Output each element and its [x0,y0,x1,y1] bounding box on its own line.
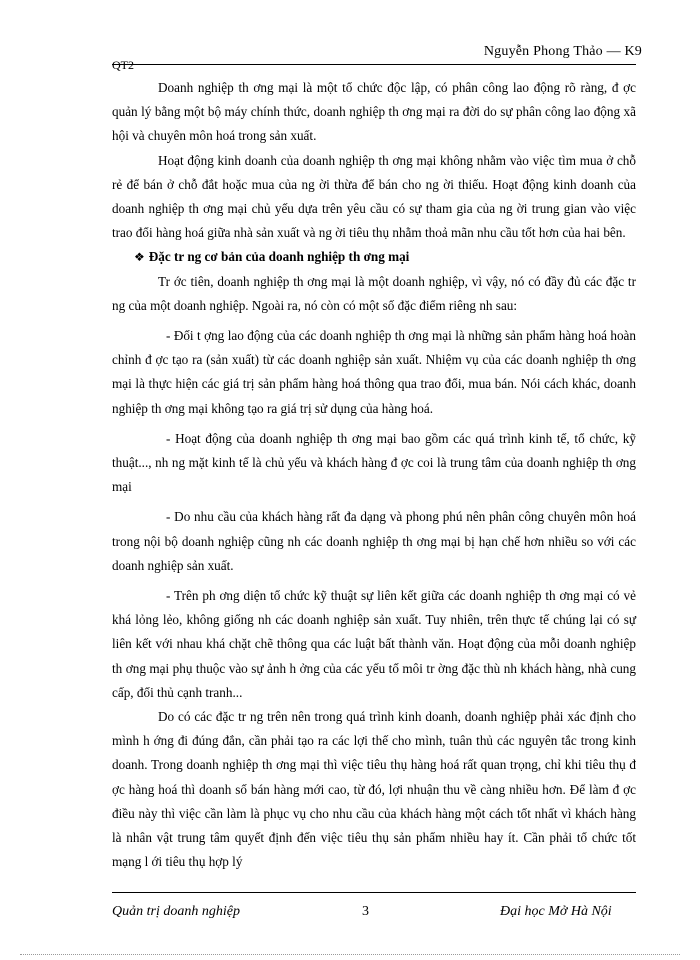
bullet-item-activities: - Hoạt động của doanh nghiệp th ơng mại bao gồm các quá trình kinh tế, tổ chức, kỹ thuật..., nh ng mặt kinh tế là chủ yếu và khách hàng đ ợc coi là trung tâm của doanh nghiệp th ơng mại [112,430,636,495]
footer-rule [112,892,636,893]
section-heading-text: Đặc tr ng cơ bản của doanh nghiệp th ơng mại [148,249,410,265]
bullet-item-labor-object: - Đối t ợng lao động của các doanh nghiệp th ơng mại là những sản phẩm hàng hoá hoàn chỉnh đ ợc tạo ra (sản xuất) từ các doanh nghiệp sản xuất. Nhiệm vụ của các doanh nghiệp th ơng mại là thực hiện các giá trị sản phẩm hàng hoá thông qua trao đổi, mua bán. Nói cách khác, doanh nghiệp th ơng mại không tạo ra giá trị sử dụng của hàng hoá. [112,328,636,416]
paragraph-conclusion: Do có các đặc tr ng trên nên trong quá trình kinh doanh, doanh nghiệp phải xác định cho mình h ớng đi đúng đắn, cần phải tạo ra các lợi thế cho mình, tuân thủ các nguyên tắc trong kinh doanh. Trong doanh nghiệp th ơng mại thì việc tiêu thụ hàng hoá rất quan trọng, chỉ khi tiêu thụ đ ợc hàng hoá thì doanh số bán hàng mới cao, từ đó, lợi nhuận thu về càng nhiều hơn. Để làm đ ợc điều này thì việc cần làm là phục vụ cho nhu cầu của khách hàng một cách tốt nhất vì khách hàng là nhân vật trung tâm quyết định đến việc tiêu thụ sản phẩm nhiều hay ít. Cần phải tổ chức tốt mạng l ới tiêu thụ hợp lý [112,709,636,870]
paragraph-definition: Doanh nghiệp th ơng mại là một tổ chức độc lập, có phân công lao động rõ ràng, đ ợc quản lý bằng một bộ máy chính thức, doanh nghiệp th ơng mại ra đời do sự phân công lao động xã hội và chuyên môn hoá trong sản xuất. [112,80,636,144]
section-heading [112,245,636,269]
footer-subject: Quản trị doanh nghiệp [112,904,240,919]
footer-university: Đại học Mở Hà Nội [500,904,612,919]
page-bottom-dotted-edge [20,954,680,955]
header-rule [112,64,636,65]
diamond-bullet-icon: ❖ [134,250,145,265]
header-class-code: QT2 [112,58,134,72]
paragraph-business-activity: Hoạt động kinh doanh của doanh nghiệp th ơng mại không nhằm vào việc tìm mua ở chỗ rẻ để bán ở chỗ đắt hoặc mua của ng ời thừa để bán cho ng ời thiếu. Hoạt động kinh doanh của doanh nghiệp th ơng mại chủ yếu dựa trên yêu cầu có sự tham gia của ng ời trung gian vào việc trao đổi hàng hoá giữa nhà sản xuất và ng ời tiêu thụ nhằm thoả mãn nhu cầu tốt hơn của hai bên. [112,152,636,241]
bullet-item-specialization: - Do nhu cầu của khách hàng rất đa dạng và phong phú nên phân công chuyên môn hoá trong nội bộ doanh nghiệp cũng nh các doanh nghiệp th ơng mại bị hạn chế hơn nhiều so với các doanh nghiệp sản xuất. [112,509,636,573]
page-number: 3 [362,904,369,919]
page-body [112,76,636,875]
header-author: Nguyễn Phong Thảo — K9 [483,44,642,59]
paragraph-characteristics-intro: Tr ớc tiên, doanh nghiệp th ơng mại là một doanh nghiệp, vì vậy, nó có đầy đủ các đặc tr ng của một doanh nghiệp. Ngoài ra, nó còn có một số đặc điểm riêng nh sau: [112,273,636,313]
bullet-item-linkage: - Trên ph ơng diện tổ chức kỹ thuật sự liên kết giữa các doanh nghiệp th ơng mại có vẻ khá lỏng lẻo, không giống nh các doanh nghiệp sản xuất. Tuy nhiên, trên thực tế chúng lại có sự liên kết với nhau khá chặt chẽ thông qua các luật bất thành văn. Hoạt động của mỗi doanh nghiệp th ơng mại phụ thuộc vào sự ảnh h ởng của các yếu tố môi tr ờng đặc thù nh khách hàng, nhà cung cấp, đối thủ cạnh tranh... [112,588,636,700]
